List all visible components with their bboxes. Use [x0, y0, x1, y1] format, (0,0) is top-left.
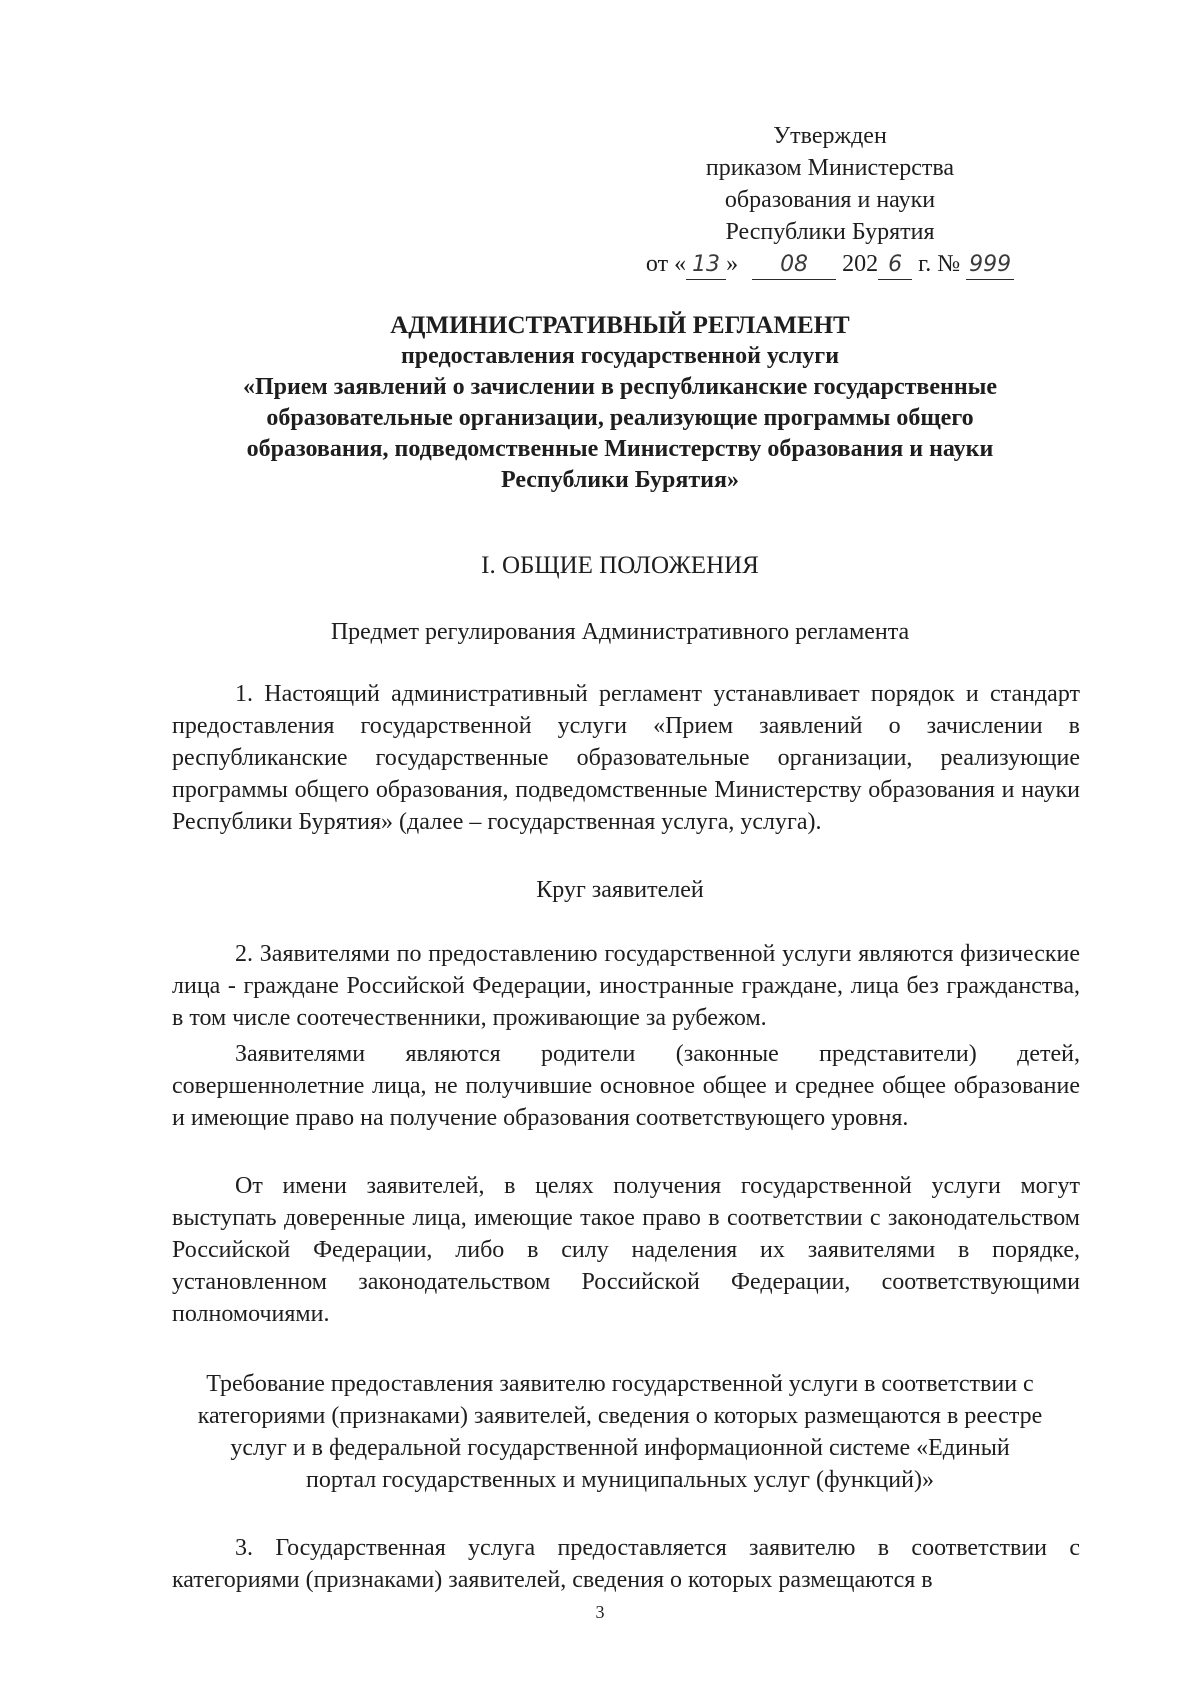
- paragraph-1: 1. Настоящий административный регламент устанавливает порядок и стандарт предоставления государственной услуги «Прием заявлений о зачислении в республиканские государственные образовательные организации, реализующие программы общего образования, подведомственные Министерству образования и науки Республики Бурятия» (далее – государственная услуга, услуга).: [172, 681, 1080, 835]
- paragraph-3: 3. Государственная услуга предоставляется заявителю в соответствии с категориями (признаками) заявителей, сведения о которых размещаются в: [172, 1535, 1080, 1593]
- document-title: [170, 310, 1070, 496]
- handwritten-month: 08: [752, 251, 836, 280]
- title-line: Республики Бурятия»: [500, 467, 739, 493]
- approval-stamp: [600, 120, 1060, 280]
- subheading-subject: Предмет регулирования Административного регламента: [330, 619, 910, 645]
- subheading-requirement: [160, 1368, 1080, 1496]
- title-line: образовательные организации, реализующие программы общего: [266, 405, 974, 431]
- title-line: «Прием заявлений о зачислении в республиканские государственные: [242, 374, 998, 400]
- date-day-close: »: [726, 251, 739, 277]
- approval-line: приказом Министерства: [705, 155, 955, 181]
- subheading-line: портал государственных и муниципальных услуг (функций)»: [306, 1467, 934, 1493]
- paragraph-2-representatives: От имени заявителей, в целях получения государственной услуги могут выступать доверенные лица, имеющие такое право в соответствии с законодательством Российской Федерации, либо в силу наделения их заявителями в порядке, установленном законодательством Российской Федерации, соответствующими полномочиями.: [172, 1173, 1080, 1327]
- paragraph-2-continued: Заявителями являются родители (законные представители) детей, совершеннолетние лица, не получившие основное общее и среднее общее образование и имеющие право на получение образования соответствующего уровня.: [172, 1041, 1080, 1131]
- handwritten-number: 999: [966, 251, 1014, 280]
- subheading-line: Требование предоставления заявителю государственной услуги в соответствии с: [206, 1371, 1034, 1397]
- title-line: предоставления государственной услуги: [400, 343, 840, 369]
- paragraph-2: 2. Заявителями по предоставлению государственной услуги являются физические лица - граждане Российской Федерации, иностранные граждане, лица без гражданства, в том числе соотечественники, проживающие за рубежом.: [172, 941, 1080, 1031]
- subheading-line: категориями (признаками) заявителей, сведения о которых размещаются в реестре: [197, 1403, 1043, 1429]
- approval-line: образования и науки: [724, 187, 936, 213]
- subheading-applicants: Круг заявителей: [536, 877, 704, 903]
- page-number: 3: [595, 1602, 605, 1622]
- date-prefix: от «: [645, 251, 687, 277]
- title-main: АДМИНИСТРАТИВНЫЙ РЕГЛАМЕНТ: [390, 312, 850, 339]
- handwritten-day: 13: [686, 251, 726, 280]
- approval-date-line: [600, 248, 1060, 280]
- approval-line: Утвержден: [773, 123, 887, 149]
- handwritten-year-digit: 6: [878, 251, 912, 280]
- subheading-line: услуг и в федеральной государственной информационной системе «Единый: [230, 1435, 1010, 1461]
- section-heading: I. ОБЩИЕ ПОЛОЖЕНИЯ: [481, 552, 759, 579]
- approval-line: Республики Бурятия: [725, 219, 935, 245]
- title-line: образования, подведомственные Министерству образования и науки: [246, 436, 994, 462]
- date-number-label: г. №: [918, 251, 961, 277]
- date-year-prefix: 202: [842, 251, 879, 277]
